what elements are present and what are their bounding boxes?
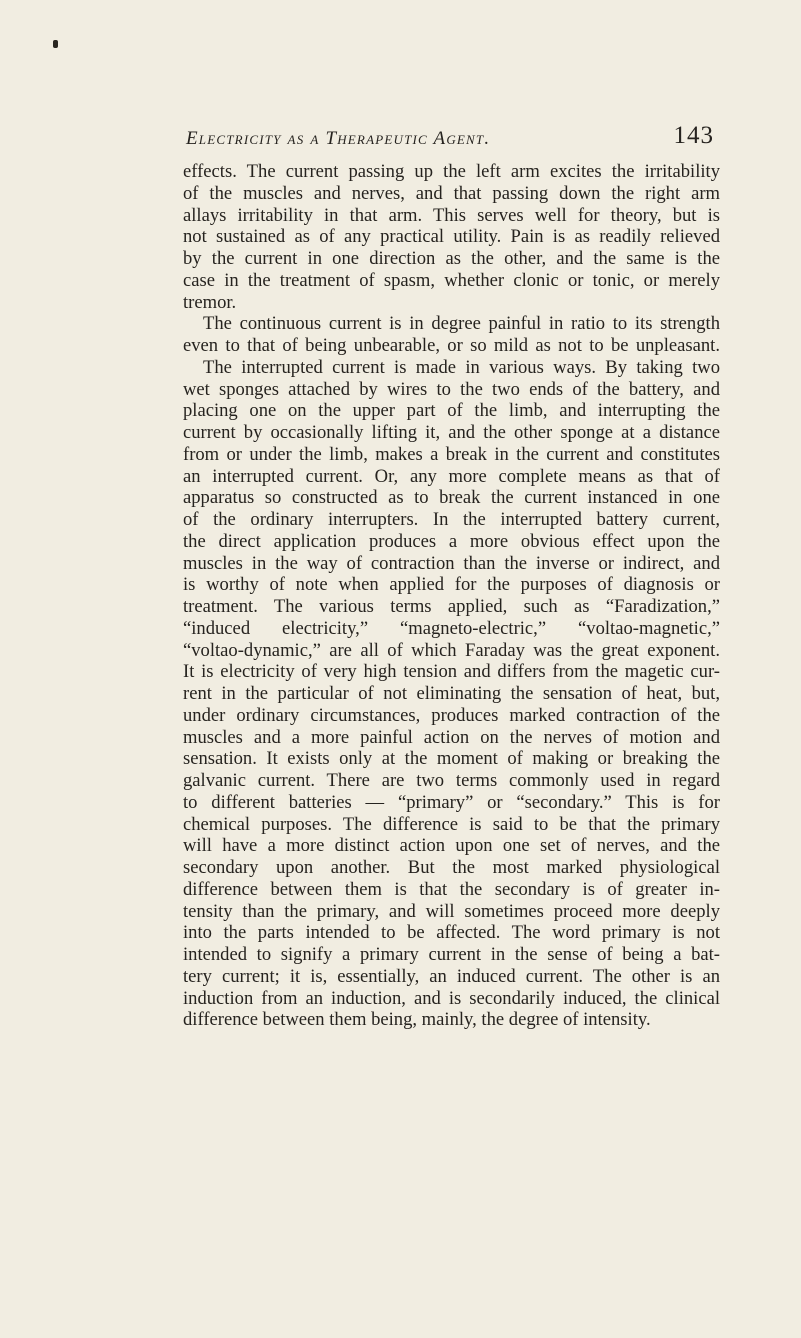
text-line: into the parts intended to be affected. The word primary is not xyxy=(183,922,720,944)
text-line: current by occasionally lifting it, and the other sponge at a distance xyxy=(183,422,720,443)
text-line: effects. The current passing up the left arm excites the irritability xyxy=(183,161,720,182)
text-line: difference between them is that the secondary is of greater in- xyxy=(183,878,720,900)
text-line: wet sponges attached by wires to the two ends of the battery, and xyxy=(183,378,720,400)
text-line: apparatus so constructed as to break the current instanced in one xyxy=(183,487,720,509)
text-line: “voltao-dynamic,” are all of which Faraday was the great exponent. xyxy=(183,639,720,661)
text-line: from or under the limb, makes a break in the current and constitutes xyxy=(183,443,720,465)
text-line: tery current; it is, essentially, an induced current. The other is an xyxy=(183,965,720,987)
text-line: even to that of being unbearable, or so mild as not to be unpleasant. xyxy=(183,335,720,356)
text-line: under ordinary circumstances, produces marked contraction of the xyxy=(183,704,720,726)
text-line: to different batteries — “primary” or “secondary.” This is for xyxy=(183,791,720,813)
text-line: induction from an induction, and is secondarily induced, the clinical xyxy=(183,987,720,1009)
text-line: an interrupted current. Or, any more complete means as that of xyxy=(183,465,720,487)
text-line: by the current in one direction as the other, and the same is the xyxy=(183,248,720,269)
text-line: the direct application produces a more obvious effect upon the xyxy=(183,530,720,552)
text-line: chemical purposes. The difference is said to be that the primary xyxy=(183,813,720,835)
page-header xyxy=(130,122,760,156)
text-line: sensation. It exists only at the moment of making or breaking the xyxy=(183,748,720,770)
text-line: will have a more distinct action upon one set of nerves, and the xyxy=(183,835,720,857)
text-line: rent in the particular of not eliminating the sensation of heat, but, xyxy=(183,683,720,704)
text-line: secondary upon another. But the most marked physiological xyxy=(183,857,720,878)
text-line: tensity than the primary, and will sometimes proceed more deeply xyxy=(183,900,720,922)
page-number: 143 xyxy=(673,122,714,149)
text-line: “induced electricity,” “magneto-electric,” “voltao-magnetic,” xyxy=(183,617,720,639)
text-line: is worthy of note when applied for the purposes of diagnosis or xyxy=(183,574,720,596)
paragraph-2 xyxy=(183,313,720,1031)
text-line: placing one on the upper part of the limb, and interrupting the xyxy=(183,400,720,422)
text-line: muscles and a more painful action on the nerves of motion and xyxy=(183,726,720,748)
running-title: Electricity as a Therapeutic Agent. xyxy=(186,128,491,149)
text-line: It is electricity of very high tension and differs from the magetic cur- xyxy=(183,661,720,683)
text-line: allays irritability in that arm. This serves well for theory, but is xyxy=(183,204,720,226)
text-line: of the muscles and nerves, and that passing down the right arm xyxy=(183,182,720,204)
text-line: The continuous current is in degree painful in ratio to its strength xyxy=(203,313,720,335)
text-line: The interrupted current is made in various ways. By taking two xyxy=(203,356,720,378)
text-line: intended to signify a primary current in the sense of being a bat- xyxy=(183,944,720,965)
body-text xyxy=(183,161,720,1031)
text-line: treatment. The various terms applied, such as “Faradization,” xyxy=(183,596,720,617)
text-line: case in the treatment of spasm, whether clonic or tonic, or merely xyxy=(183,269,720,291)
text-line: difference between them being, mainly, the degree of intensity. xyxy=(183,1009,651,1031)
text-line: not sustained as of any practical utility. Pain is as readily relieved xyxy=(183,226,720,248)
text-line: of the ordinary interrupters. In the interrupted battery current, xyxy=(183,509,720,530)
text-line: tremor. xyxy=(183,291,237,313)
text-line: muscles in the way of contraction than the inverse or indirect, and xyxy=(183,552,720,574)
paragraph-1 xyxy=(183,161,720,313)
text-line: galvanic current. There are two terms commonly used in regard xyxy=(183,770,720,791)
ink-mark xyxy=(53,40,58,48)
